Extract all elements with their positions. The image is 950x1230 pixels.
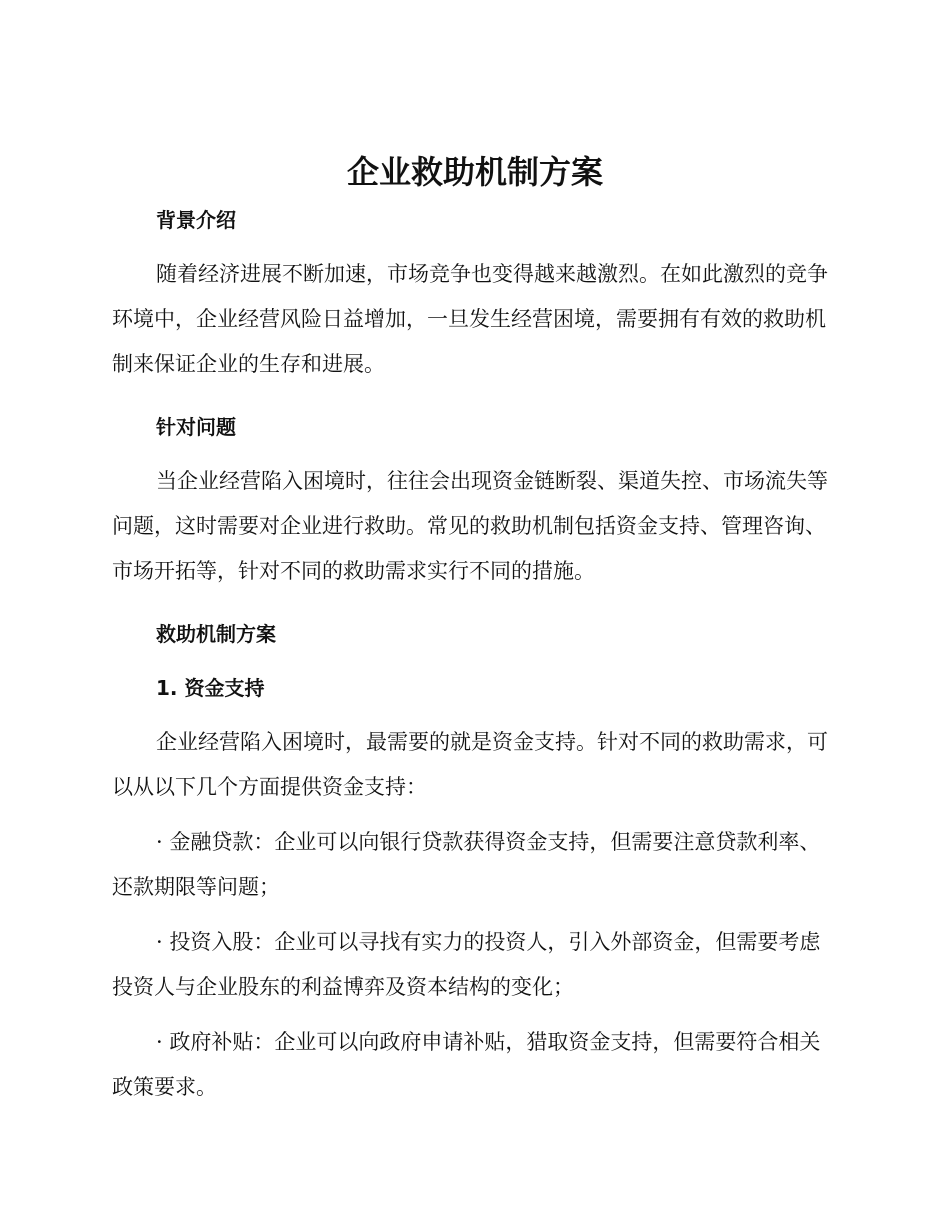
bullet-item-subsidy: · 政府补贴：企业可以向政府申请补贴，猎取资金支持，但需要符合相关政策要求。: [112, 1030, 821, 1099]
document-body: [112, 200, 832, 1110]
section-heading-background: 背景介绍: [156, 208, 236, 232]
subsection-heading-funding: 1. 资金支持: [156, 676, 265, 700]
paragraph-funding-intro: 企业经营陷入困境时，最需要的就是资金支持。针对不同的救助需求，可以从以下几个方面提供资金支持：: [112, 730, 828, 799]
section-heading-plan: 救助机制方案: [156, 622, 276, 646]
section-heading-problems: 针对问题: [156, 415, 236, 439]
bullet-item-loans: · 金融贷款：企业可以向银行贷款获得资金支持，但需要注意贷款利率、还款期限等问题；: [112, 830, 821, 899]
paragraph-problems: 当企业经营陷入困境时，往往会出现资金链断裂、渠道失控、市场流失等问题，这时需要对企业进行救助。常见的救助机制包括资金支持、管理咨询、市场开拓等，针对不同的救助需求实行不同的措施。: [112, 469, 828, 583]
paragraph-background: 随着经济进展不断加速，市场竞争也变得越来越激烈。在如此激烈的竞争环境中，企业经营风险日益增加，一旦发生经营困境，需要拥有有效的救助机制来保证企业的生存和进展。: [112, 262, 828, 376]
bullet-item-equity: · 投资入股：企业可以寻找有实力的投资人，引入外部资金，但需要考虑投资人与企业股东的利益博弈及资本结构的变化；: [112, 930, 821, 999]
document-title: 企业救助机制方案: [346, 153, 603, 191]
